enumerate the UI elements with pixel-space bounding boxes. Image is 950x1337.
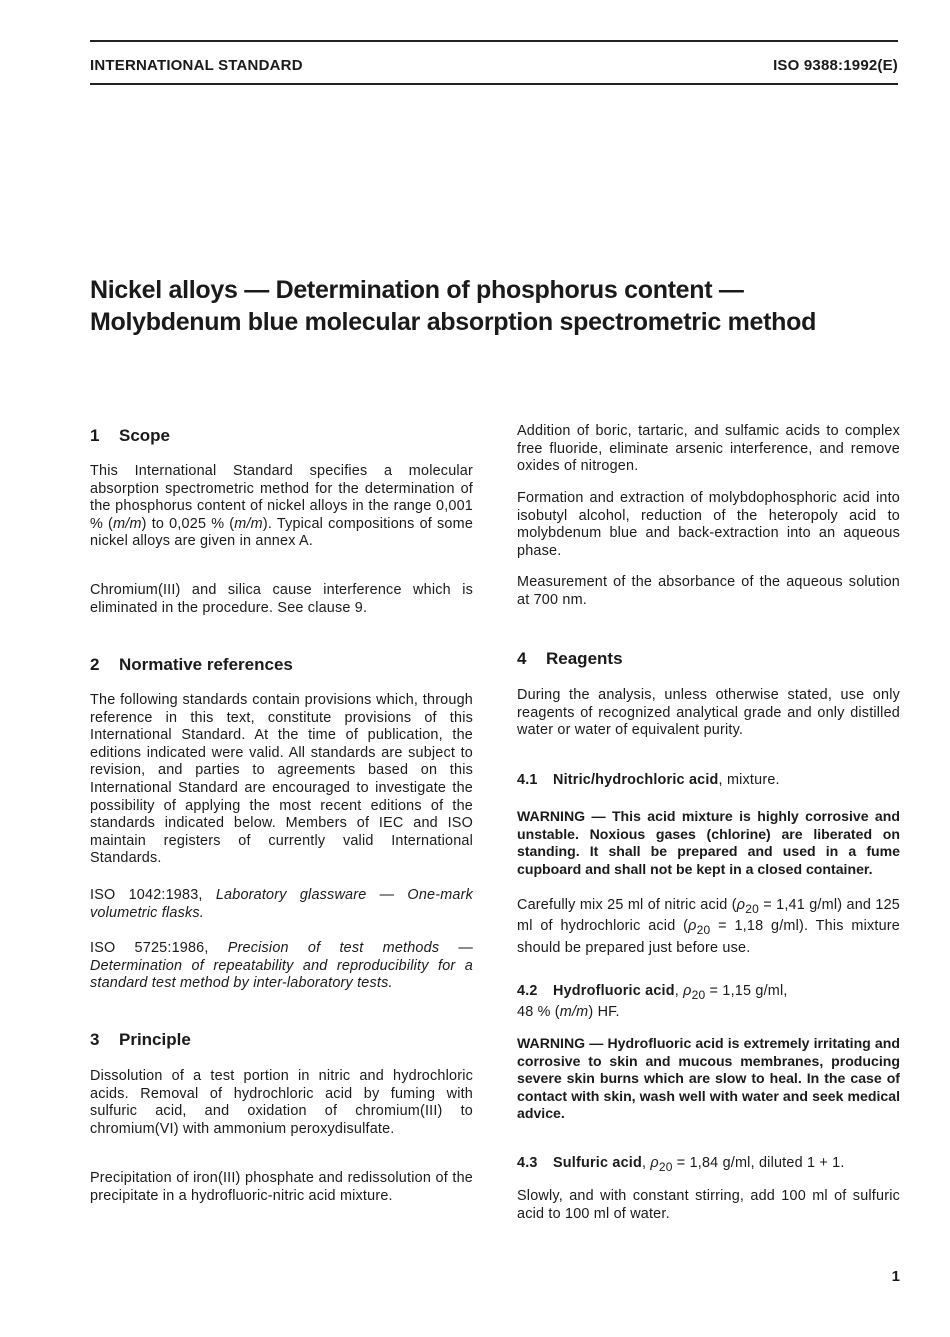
section-title: Scope — [119, 426, 171, 445]
normative-reference-2: ISO 5725:1986, Precision of test methods — Determination of repeatability and reproducibility for a standard test method by inter-laboratory tests. — [90, 940, 473, 992]
paragraph-4-3: Slowly, and with constant stirring, add 100 ml of sulfuric acid to 100 ml of water. — [517, 1188, 900, 1222]
principle-paragraph-3: Addition of boric, tartaric, and sulfamic acids to complex free fluoride, eliminate arsenic interference, and remove oxides of nitrogen. — [517, 423, 900, 475]
section-title: Principle — [119, 1030, 191, 1049]
scope-paragraph-1: This International Standard specifies a molecular absorption spectrometric method for the determination of the phosphorus content of nickel alloys in the range 0,001 % (m/m) to 0,025 % (m/m). Typical compositions of some nickel alloys are given in annex A. — [90, 463, 474, 550]
header-rule-top — [90, 40, 898, 42]
paragraph-4-1: Carefully mix 25 ml of nitric acid ($\rho_{20} = 1,41$ g/ml) and 125 ml of hydrochloric acid ($\rho_{20} = 1,18$ g/ml). This mixture should be prepared just before use. — [517, 897, 900, 956]
section-title: Normative references — [119, 655, 293, 674]
section-number: 2 — [90, 655, 100, 674]
scope-paragraph-2: Chromium(III) and silica cause interference which is eliminated in the procedure. See clause 9. — [90, 582, 473, 616]
title-line-1: Nickel alloys — Determination of phosphorus content — — [90, 276, 744, 304]
section-number: 4 — [517, 649, 527, 668]
document-number: ISO 9388:1992(E) — [773, 57, 898, 74]
page-number: 1 — [891, 1268, 900, 1285]
reagents-intro: During the analysis, unless otherwise stated, use only reagents of recognized analytical grade and only distilled water or water of equivalent purity. — [517, 687, 900, 739]
section-heading-reagents — [517, 649, 900, 669]
normative-reference-1: ISO 1042:1983, Laboratory glassware — One-mark volumetric flasks. — [90, 887, 474, 921]
subclause-4-3: 4.3 Sulfuric acid, $\rho_{20} = 1,84$ g/ml, diluted 1 + 1. — [517, 1155, 845, 1174]
section-heading-principle — [90, 1030, 473, 1050]
principle-paragraph-1: Dissolution of a test portion in nitric and hydrochloric acids. Removal of hydrochloric acid by fuming with sulfuric acid, and oxidation of chromium(III) to chromium(VI) with ammonium peroxydisulfate. — [90, 1068, 473, 1137]
subclause-4-2: 4.2 Hydrofluoric acid, $\rho_{20} = 1,15$ g/ml, 48 % (m/m) HF. — [517, 983, 788, 1021]
principle-paragraph-2: Precipitation of iron(III) phosphate and redissolution of the precipitate in a hydrofluoric-nitric acid mixture. — [90, 1170, 473, 1204]
warning-4-1: WARNING — This acid mixture is highly corrosive and unstable. Noxious gases (chlorine) are liberated on standing. It shall be prepared and used in a fume cupboard and shall not be kept in a closed container. — [517, 808, 900, 877]
section-number: 1 — [90, 426, 100, 445]
principle-paragraph-5: Measurement of the absorbance of the aqueous solution at 700 nm. — [517, 574, 900, 608]
normative-paragraph-1: The following standards contain provisions which, through reference in this text, constitute provisions of this International Standard. At the time of publication, the editions indicated were valid. All standards are subject to revision, and parties to agreements based on this International Standard are encouraged to investigate the possibility of applying the most recent editions of the standards indicated below. Members of IEC and ISO maintain registers of currently valid International Standards. — [90, 692, 473, 867]
page-title — [90, 274, 900, 338]
header-rule-bottom — [90, 83, 898, 85]
section-heading-normative — [90, 655, 473, 675]
section-heading-scope — [90, 426, 473, 446]
section-number: 3 — [90, 1030, 100, 1049]
subclause-4-1: 4.1 Nitric/hydrochloric acid, mixture. — [517, 772, 780, 788]
warning-4-2: WARNING — Hydrofluoric acid is extremely irritating and corrosive to skin and mucous membranes, producing severe skin burns which are slow to heal. In the case of contact with skin, wash well with water and seek medical advice. — [517, 1035, 900, 1122]
principle-paragraph-4: Formation and extraction of molybdophosphoric acid into isobutyl alcohol, reduction of the heteropoly acid to molybdenum blue and back-extraction into an aqueous phase. — [517, 490, 900, 559]
section-title: Reagents — [546, 649, 623, 668]
title-line-2: Molybdenum blue molecular absorption spectrometric method — [90, 308, 817, 336]
document-type: INTERNATIONAL STANDARD — [90, 57, 303, 74]
